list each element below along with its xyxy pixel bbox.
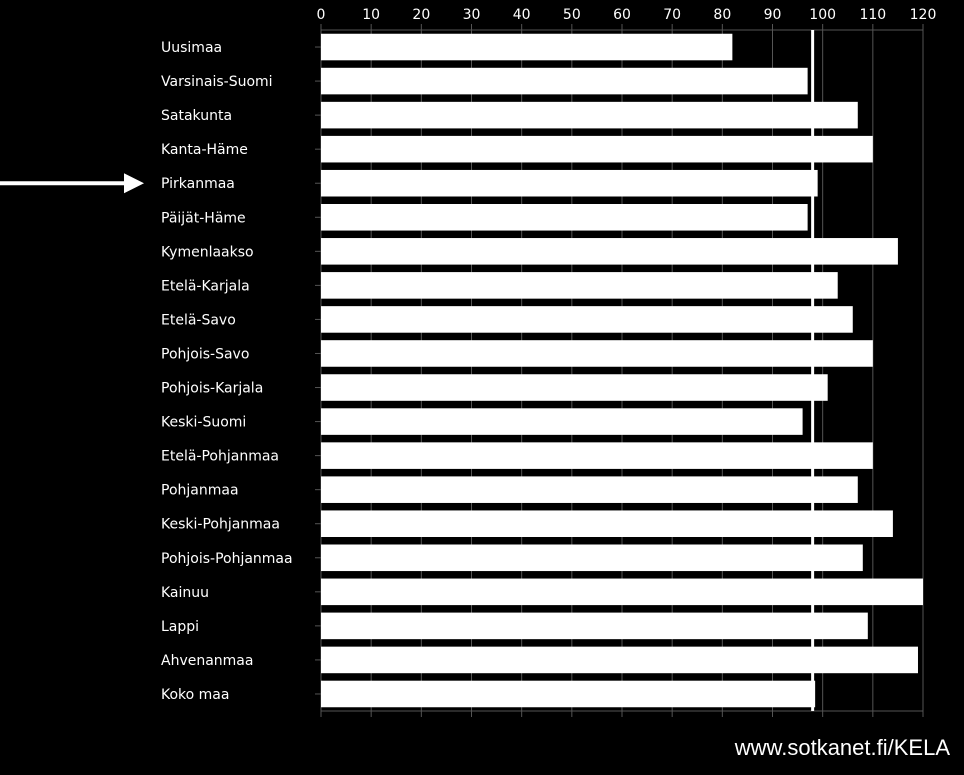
x-tick-label: 0 bbox=[316, 7, 326, 23]
bar bbox=[321, 68, 808, 95]
category-label: Pohjois-Savo bbox=[161, 346, 250, 363]
category-label: Etelä-Pohjanmaa bbox=[161, 448, 279, 465]
category-label: Kanta-Häme bbox=[161, 142, 248, 159]
bar bbox=[321, 613, 868, 640]
source-credit: www.sotkanet.fi/KELA bbox=[734, 735, 950, 760]
x-tick-label: 20 bbox=[412, 7, 431, 23]
category-label: Uusimaa bbox=[161, 40, 223, 57]
category-label: Pirkanmaa bbox=[161, 176, 235, 193]
x-tick-label: 90 bbox=[763, 7, 782, 23]
category-label: Etelä-Karjala bbox=[161, 278, 250, 295]
x-tick-label: 120 bbox=[909, 7, 937, 23]
category-label: Satakunta bbox=[161, 108, 233, 125]
category-label: Lappi bbox=[161, 618, 200, 635]
bar bbox=[321, 510, 893, 537]
bar bbox=[321, 476, 858, 503]
highlight-arrow-icon bbox=[0, 173, 144, 193]
category-label: Koko maa bbox=[161, 686, 230, 703]
category-label: Ahvenanmaa bbox=[161, 652, 254, 669]
category-label: Kainuu bbox=[161, 584, 210, 601]
bar bbox=[321, 102, 858, 129]
bar bbox=[321, 544, 863, 571]
bar bbox=[321, 272, 838, 299]
category-label: Keski-Pohjanmaa bbox=[161, 516, 280, 533]
bar bbox=[321, 340, 873, 367]
bar bbox=[321, 442, 873, 469]
bar bbox=[321, 136, 873, 163]
category-label: Keski-Suomi bbox=[161, 414, 247, 431]
x-tick-label: 110 bbox=[859, 7, 887, 23]
bar bbox=[321, 647, 918, 674]
bar bbox=[321, 579, 923, 606]
x-tick-label: 10 bbox=[362, 7, 381, 23]
category-label: Pohjanmaa bbox=[161, 482, 239, 499]
category-label: Kymenlaakso bbox=[161, 244, 254, 261]
bar bbox=[321, 374, 828, 401]
x-tick-label: 40 bbox=[512, 7, 531, 23]
x-tick-label: 30 bbox=[462, 7, 481, 23]
category-label: Etelä-Savo bbox=[161, 312, 236, 329]
bar bbox=[321, 681, 815, 708]
bar bbox=[321, 34, 732, 61]
x-tick-label: 60 bbox=[613, 7, 631, 23]
bar bbox=[321, 408, 803, 435]
x-tick-label: 80 bbox=[713, 7, 732, 23]
bar bbox=[321, 170, 818, 197]
x-tick-label: 50 bbox=[562, 7, 581, 23]
category-label: Päijät-Häme bbox=[161, 210, 246, 227]
x-tick-label: 100 bbox=[809, 7, 837, 23]
category-label: Varsinais-Suomi bbox=[161, 74, 273, 91]
arrow-head bbox=[124, 173, 144, 193]
x-tick-label: 70 bbox=[663, 7, 682, 23]
category-label: Pohjois-Pohjanmaa bbox=[161, 550, 293, 567]
bar bbox=[321, 306, 853, 333]
category-label: Pohjois-Karjala bbox=[161, 380, 264, 397]
bar bbox=[321, 204, 808, 231]
